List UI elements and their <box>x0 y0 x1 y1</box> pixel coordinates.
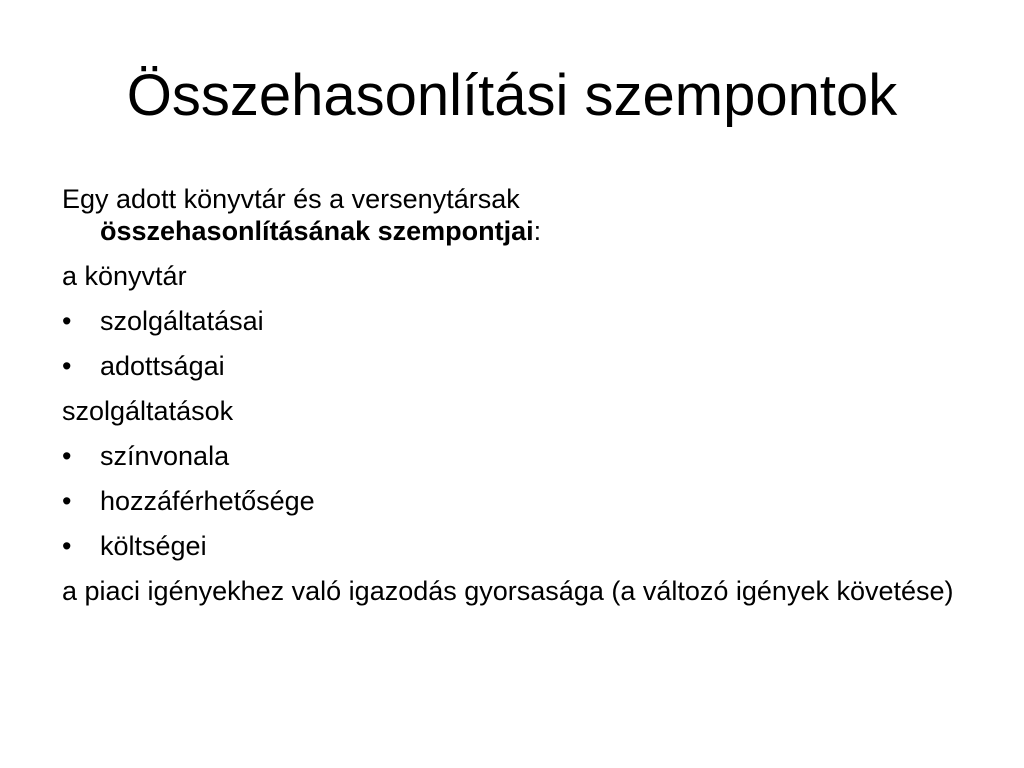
group-heading-library: a könyvtár <box>62 261 187 291</box>
bullet-text: hozzáférhetősége <box>100 486 315 516</box>
list-item <box>62 485 962 517</box>
intro-bold-text: összehasonlításának szempontjai <box>100 216 534 246</box>
bullet-text: szolgáltatásai <box>100 306 264 336</box>
bullet-icon: • <box>62 351 72 381</box>
list-item <box>62 350 962 382</box>
bullet-icon: • <box>62 486 72 516</box>
list-item <box>62 305 962 337</box>
closing-paragraph: a piaci igényekhez való igazodás gyorsasága (a változó igények követése) <box>62 576 954 606</box>
intro-text: Egy adott könyvtár és a versenytársak <box>62 184 520 214</box>
bullet-text: költségei <box>100 531 207 561</box>
slide-content <box>62 183 962 620</box>
bullet-icon: • <box>62 531 72 561</box>
group-heading-services: szolgáltatások <box>62 396 234 426</box>
bullet-icon: • <box>62 441 72 471</box>
intro-suffix: : <box>533 216 542 246</box>
bullet-icon: • <box>62 306 72 336</box>
list-item <box>62 530 962 562</box>
bullet-text: adottságai <box>100 351 225 381</box>
list-item <box>62 440 962 472</box>
slide-title: Összehasonlítási szempontok <box>126 63 898 128</box>
bullet-text: színvonala <box>100 441 230 471</box>
intro-paragraph <box>62 183 962 247</box>
